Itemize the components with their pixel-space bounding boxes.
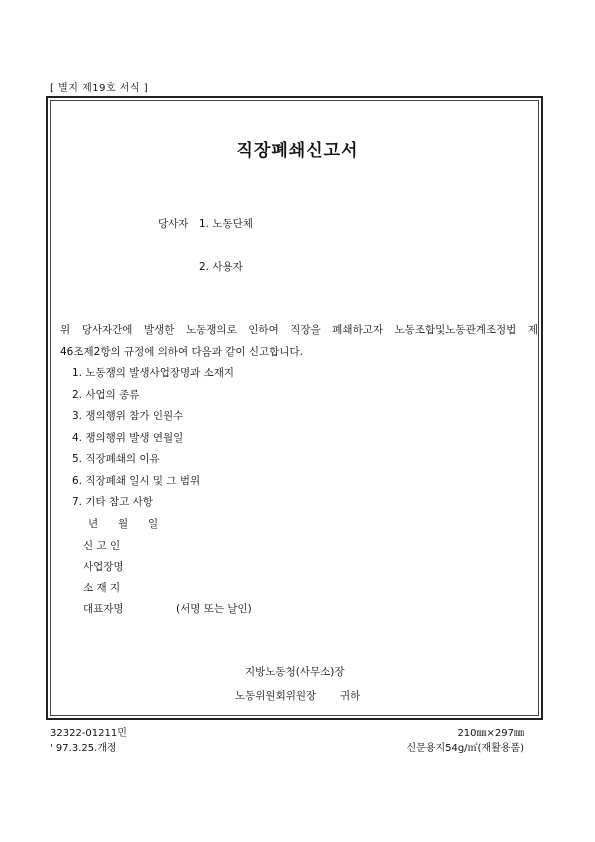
address-label: 소 재 지 [83, 582, 121, 594]
footer-paper-size: 210㎜×297㎜ [457, 728, 524, 739]
document-title: 직장폐쇄신고서 [236, 141, 359, 161]
recipient-regional-office: 지방노동청(사무소)장 [245, 666, 345, 678]
party-employer: 2. 사용자 [199, 261, 243, 273]
body-text-line1: 위 당사자간에 발생한 노동쟁의로 인하여 직장을 폐쇄하고자 노동조합및노동관계조정법 제 [60, 324, 538, 336]
footer-paper-type: 신문용지54g/㎡(재활용품) [406, 743, 524, 754]
date-year: 년 [88, 518, 99, 530]
item-5: 5. 직장폐쇄의 이유 [72, 453, 160, 465]
representative-label: 대표자명 [83, 603, 124, 615]
body-text-line2: 46조제2항의 규정에 의하여 다음과 같이 신고합니다. [60, 346, 303, 358]
reporter-label: 신 고 인 [83, 540, 121, 552]
recipient-commission-chair: 노동위원회위원장 [235, 690, 317, 702]
item-7: 7. 기타 참고 사항 [72, 496, 153, 508]
footer-form-code: 32322-01211민 [50, 728, 127, 739]
item-2: 2. 사업의 종류 [72, 389, 140, 401]
date-day: 일 [148, 518, 159, 530]
item-4: 4. 쟁의행위 발생 연월일 [72, 432, 184, 444]
workplace-name-label: 사업장명 [83, 561, 124, 573]
item-1: 1. 노동쟁의 발생사업장명과 소재지 [72, 367, 235, 379]
form-label: [ 별지 제19호 서식 ] [50, 83, 149, 94]
party-labor-union: 1. 노동단체 [199, 218, 253, 230]
item-6: 6. 직장폐쇄 일시 및 그 범위 [72, 475, 201, 487]
signature-note: (서명 또는 날인) [176, 603, 252, 615]
recipient-suffix: 귀하 [340, 690, 361, 702]
parties-prefix: 당사자 [158, 218, 189, 230]
item-3: 3. 쟁의행위 참가 인원수 [72, 410, 184, 422]
footer-revision-date: ' 97.3.25.개정 [50, 743, 117, 754]
date-month: 월 [118, 518, 129, 530]
